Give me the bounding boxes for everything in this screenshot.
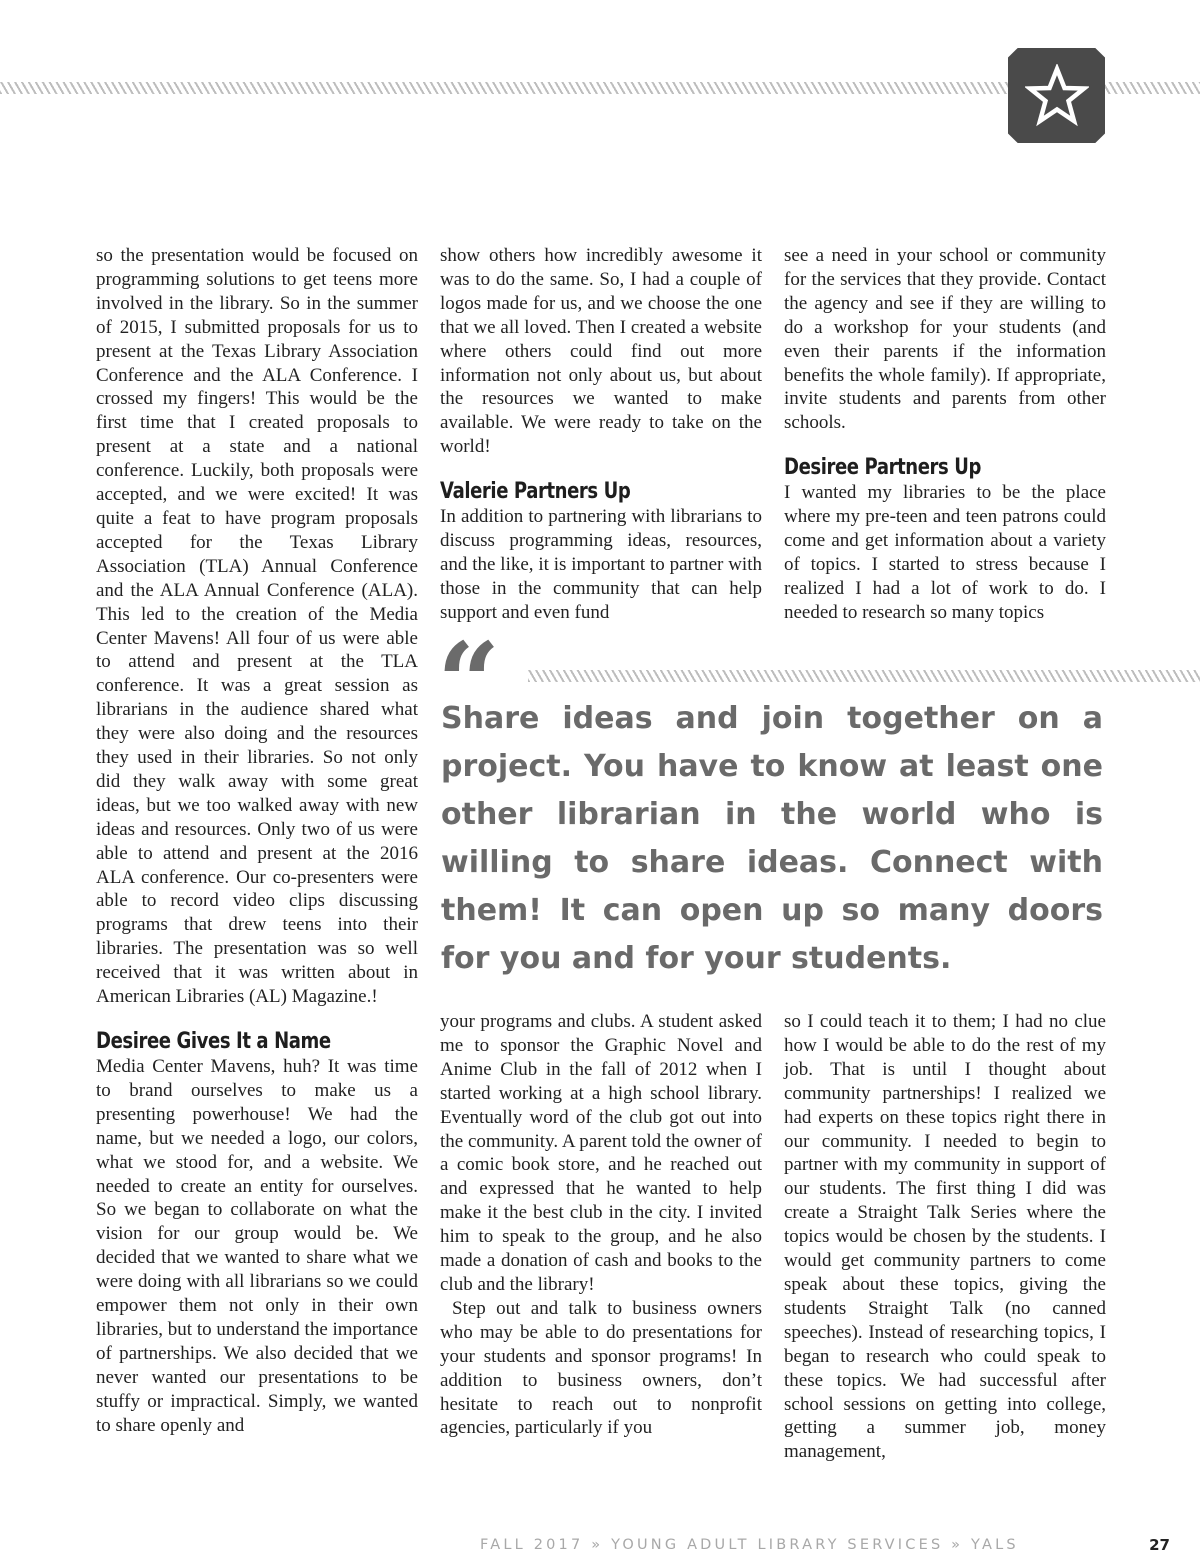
paragraph: your programs and clubs. A student asked me to sponsor the Graphic Novel and Anime Club in the fall of 2012 when I started working at a high school library. Eventually word of the club got out into the community. A parent told the owner of a comic book store, and he reached out and expressed that he wanted to help make it the best club in the city. I invited him to speak to the group, and he also made a donation of cash and books to the club and the library! (440, 1011, 762, 1295)
column-5 (784, 1010, 1106, 1464)
column-2 (440, 244, 762, 625)
star-badge (1008, 48, 1105, 143)
star-icon (1025, 64, 1089, 128)
page-footer (480, 1536, 1170, 1554)
paragraph: show others how incredibly awesome it was to do the same. So, I had a couple of logos made for us, and we choose the one that we all loved. Then I created a website where others could find out more information not only about us, but about the resources we wanted to make available. We were ready to take on the world! (440, 245, 762, 458)
page-number: 27 (1149, 1536, 1170, 1554)
paragraph: Media Center Mavens, huh? It was time to brand ourselves to make us a presenting powerhouse! We had the name, but we needed a logo, our colors, what we stood for, and a website. We needed to create an entity for ourselves. So we began to collaborate on what the vision for our group would be. We decided that we wanted to share what we were doing with all librarians so we could empower them not only in their own libraries, but to understand the importance of partnerships. We also decided that we never wanted our presentations to be stuffy or impractical. Simply, we wanted to share openly and (96, 1056, 418, 1436)
column-3 (784, 244, 1106, 625)
pull-quote: Share ideas and join together on a project. You have to know at least one other librarian in the world who is willing to share ideas. Connect with them! It can open up so many doors for you and for your students. (441, 701, 1103, 976)
paragraph: see a need in your school or community for the services that they provide. Contact the agency and see if they are willing to do a workshop for your students (and even their parents if the information benefits the whole family). If appropriate, invite students and parents from other schools. (784, 245, 1106, 434)
paragraph: I wanted my libraries to be the place where my pre-teen and teen patrons could come and get information about a variety of topics. I started to stress because I realized I had a lot of work to do. I needed to research so many topics (784, 482, 1106, 623)
paragraph: In addition to partnering with librarians to discuss programming ideas, resources, and the like, it is important to partner with those in the community that can help support and even fund (440, 506, 762, 623)
section-heading-desiree-gives-it-a-name: Desiree Gives It a Name (96, 1029, 331, 1054)
paragraph: so the presentation would be focused on programming solutions to get teens more involved in the library. So in the summer of 2015, I submitted proposals for us to present at the Texas Library Association Conference and the ALA Conference. I crossed my fingers! This would be the first time that I created proposals to present at a state and a national conference. Luckily, both proposals were accepted, and we were excited! It was quite a feat to have program proposals accepted for the Texas Library Association (TLA) Annual Conference and the ALA Annual Conference (ALA). This led to the creation of the Media Center Mavens! All four of us were able to attend and present at the TLA conference. It was a great session as librarians in the audience shared what they were also doing and the resources they used in their libraries. So not only did they walk away with some great ideas, but we too walked away with new ideas and resources. Only two of us were able to attend and present at the 2016 ALA conference. Our co-presenters were able to record video clips discussing programs that drew teens into their libraries. The presentation was so well received that it was written about in American Libraries (AL) Magazine.! (96, 245, 418, 1008)
running-footer: FALL 2017 » YOUNG ADULT LIBRARY SERVICES » YALS (480, 1537, 1019, 1553)
paragraph: Step out and talk to business owners who may be able to do presentations for your students and sponsor programs! In addition to business owners, don’t hesitate to reach out to nonprofit agencies, particularly if you (440, 1297, 762, 1439)
column-4 (440, 1010, 762, 1440)
quote-mark-icon: “ (437, 628, 501, 698)
paragraph: so I could teach it to them; I had no clue how I would be able to do the rest of my job. That is until I thought about community partnerships! I realized we had experts on these topics right there in our community. I needed to begin to partner with my community in support of our students. The first thing I did was create a Straight Talk Series where the topics would be chosen by the students. I would get community partners to come speak about these topics, giving the students Straight Talk (no canned speeches). Instead of researching topics, I began to research who could speak to these topics. We had successful after school sessions on getting into college, getting a summer job, money management, (784, 1011, 1106, 1463)
decorative-stripe-quote (528, 670, 1200, 682)
section-heading-valerie-partners-up: Valerie Partners Up (440, 479, 631, 505)
section-heading-desiree-partners-up: Desiree Partners Up (784, 455, 981, 481)
column-1 (96, 244, 418, 1438)
